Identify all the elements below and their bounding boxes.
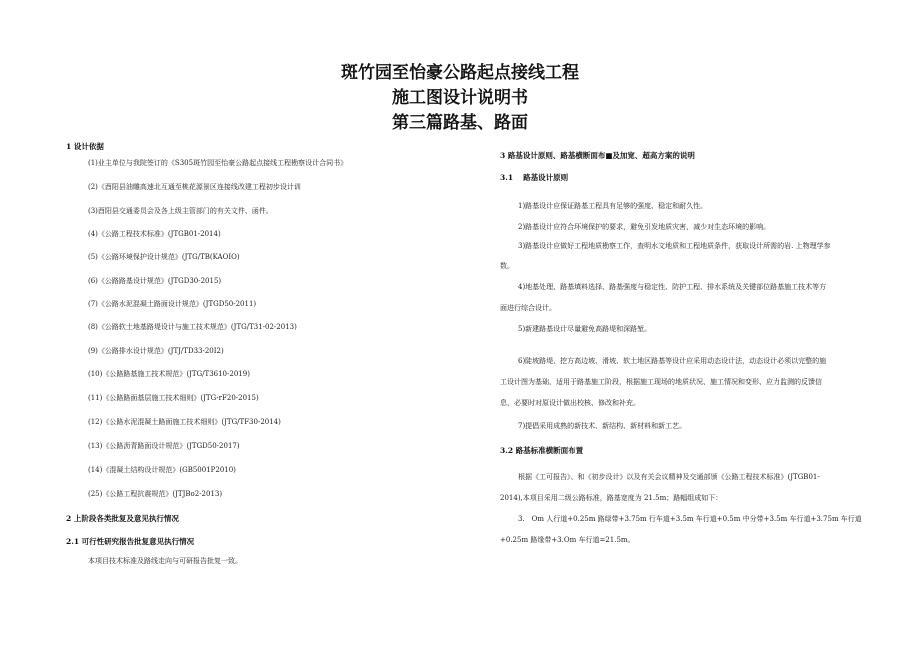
basis-item: (9)《公路排水设计规范》(JTJ/TD33-20I2)	[88, 347, 224, 355]
basis-item: (12)《公路水泥混凝土路面施工技术细则》(JTG/TF30-2014)	[88, 418, 281, 426]
basis-item: (10)《公路路基施工技术规范》(JTG/T3610-2019)	[88, 370, 250, 378]
basis-item: (2)《酉阳县油雕高速北互通至桃花源景区连接线改建工程初步设计训	[88, 183, 301, 191]
document-title-line-2: 施工图设计说明书	[392, 88, 528, 108]
principle-item: 6)陡坡路堤、挖方高边坡、滑坡、软土地区路基等设计应采用动态设计法，动态设计必须以完整的施	[518, 357, 827, 365]
document-title-line-3: 第三篇路基、路面	[392, 113, 528, 133]
section-3-1-heading: 3.1 路基设计原则	[500, 173, 569, 182]
principle-item: 7)提倡采用成熟的新技术、新结构、新材料和新工艺。	[518, 422, 687, 430]
basis-item: (14)《混凝土结构设计规范》(GB5001P2010)	[88, 466, 236, 474]
principle-item: 4)地基处理、路基填料选择、路基强度与稳定性、防护工程、排水系统及关键部位路基施工技术等方	[518, 283, 827, 291]
basis-item: (5)《公路环境保护设计规范》(JTG/TB(KAOIO)	[88, 253, 240, 261]
principle-item: 1)路基设计应保证路基工程具有足够的强度、稳定和耐久性。	[518, 202, 708, 210]
principle-item: 2)路基设计应符合环境保护的要求，避免引发地质灾害，减少对生态环境的影响。	[518, 223, 771, 231]
document-title-line-1: 斑竹园至怡豪公路起点接线工程	[341, 63, 579, 83]
section-2-heading: 2 上阶段各类批复及意见执行情况	[66, 514, 179, 523]
basis-item: (4)《公路工程技术标准》(JTGB01-2014)	[88, 230, 221, 238]
section-2-1-heading: 2.1 可行性研究报告批复意见执行情况	[66, 537, 195, 546]
principle-item-continued: 息，必要时对原设计做出校核、修改和补充。	[500, 399, 640, 407]
basis-item: (1)业主单位与我院签订的《S305斑竹园至怡豪公路起点接线工程勘察设计合同书》	[88, 159, 348, 167]
principle-item-continued: 工设计图为基础，适用于路基施工阶段，根据施工现场的地质状况、施工情况和变形、应力监测的反馈信	[500, 378, 822, 386]
principle-item: 5)新建路基设计尽量避免高路堤和深路堑。	[518, 325, 652, 333]
section-3-2-heading: 3.2 路基标准横断面布置	[500, 446, 584, 455]
section-3-heading: 3 路基设计原则、路基横断面布■及加宽、超高方案的说明	[500, 151, 695, 160]
basis-item: (11)《公路路面基层施工技术细则》(JTG-rF20-2015)	[88, 394, 259, 402]
basis-item: (8)《公路软土地基路堤设计与施工技术规范》(JTG/T31-02-2013)	[88, 323, 297, 331]
cross-section-composition: 3. Om 人行道+0.25m 路绿带+3.75m 行车道+3.5m 车行道+0.5m 中分带+3.5m 车行道+3.75m 车行道	[518, 515, 862, 523]
section-3-2-paragraph-continued: 2014),本项目采用二级公路标准，路基宽度为 21.5m；路幅组成如下：	[500, 494, 723, 502]
basis-item: (25)《公路工程抗震规范》(JTJBo2-2013)	[88, 490, 223, 498]
basis-item: (6)《公路路基设计规范》(JTGD30-2015)	[88, 277, 222, 285]
principle-item-continued: 面进行综合设计。	[500, 304, 556, 312]
section-2-1-paragraph: 本项目技术标准及路线走向与可研报告批复一致。	[88, 557, 242, 565]
basis-item: (7)《公路水泥混凝土路面设计规范》(JTGD50-2011)	[88, 300, 257, 308]
principle-item: 3)路基设计应做好工程地质勘察工作，查明水文地质和工程地质条件，获取设计所需的岩. 上物理学参	[518, 242, 831, 250]
basis-item: (13)《公路沥青路面设计规范》(JTGD50-2017)	[88, 442, 240, 450]
basis-item: (3)酉阳县交通委员会及各上级主管部门的有关文件、函件。	[88, 207, 273, 215]
principle-item-continued: 数。	[500, 262, 514, 270]
cross-section-composition-continued: +0.25m 路缘带+3.Om 车行道=21.5m。	[500, 536, 635, 544]
section-1-heading: 1 设计依据	[66, 142, 104, 151]
section-3-2-paragraph: 根据《工可报告》、和《初步设计》以及有关会议精神及交通部颁《公路工程技术标准》(JTGB01-	[518, 473, 820, 481]
